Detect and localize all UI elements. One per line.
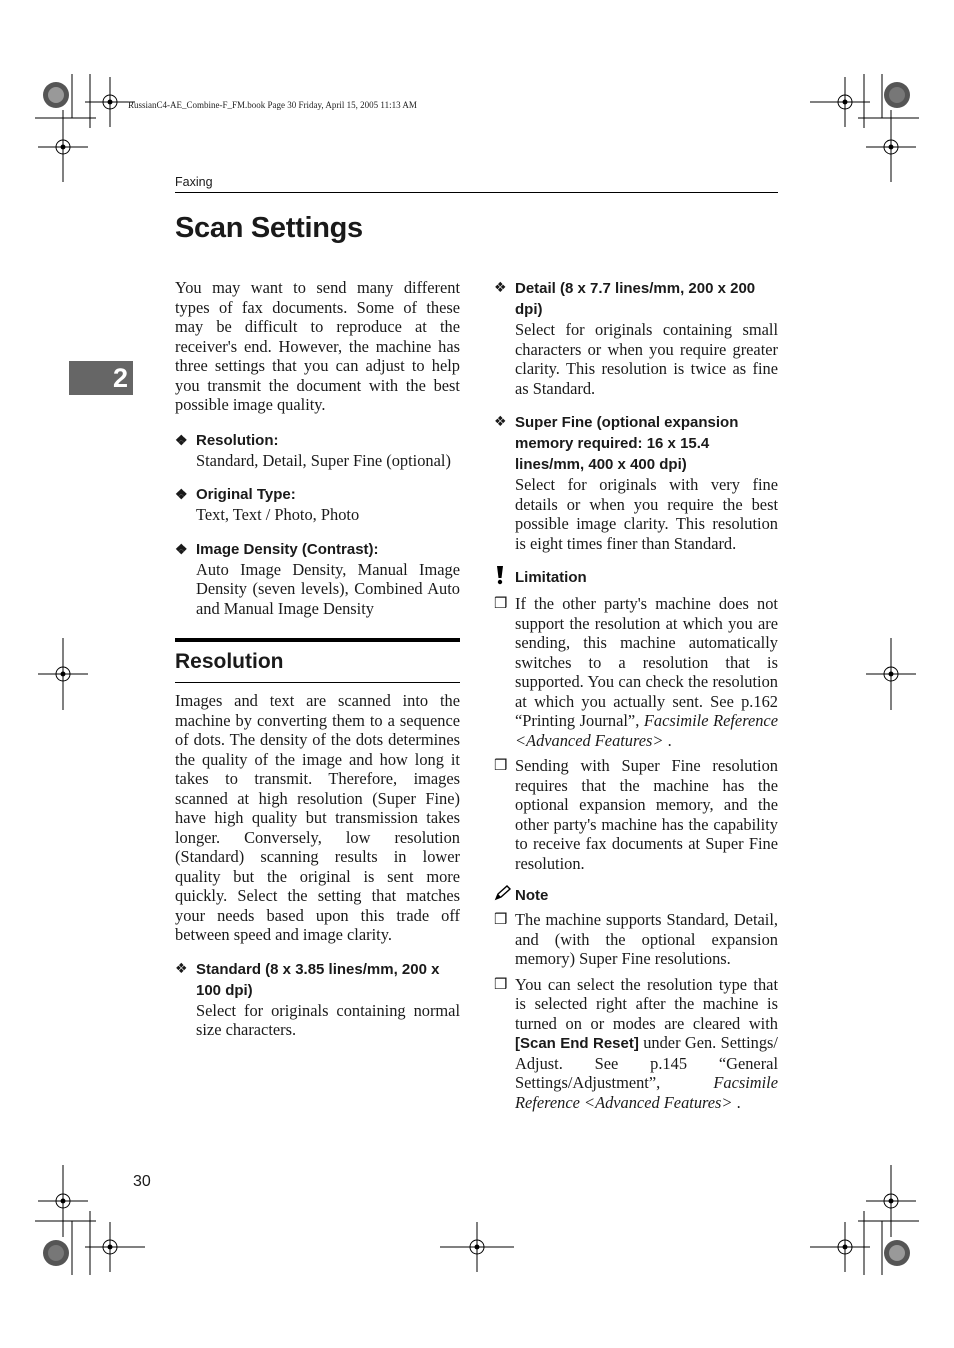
checkbox-icon: ❒: [494, 974, 508, 993]
superfine-text: Select for originals with very fine details or when you require the best possible image clarity. This resolution is eight times finer than Standard.: [515, 475, 778, 553]
resolution-paragraph: Images and text are scanned into the machine by converting them to a sequence of dots. The density of the dots determines the quality of the image and how long it takes to transmit. Therefore, images scanned at high resolution (Super Fine) have high quality but transmission takes longer. Conversely, low resolution (Standard) scanning results in lower quality but the original is sent more quickly. Select the setting that matches your needs based upon this trade off between speed and image clarity.: [175, 691, 460, 944]
page-number: 30: [133, 1173, 151, 1190]
pencil-icon: [494, 885, 515, 906]
note-label: [494, 885, 778, 906]
setting-head: Image Density (Contrast):: [196, 540, 379, 558]
diamond-icon: ❖: [494, 414, 507, 430]
left-column: [175, 278, 460, 1040]
running-header: Faxing: [175, 175, 213, 189]
checkbox-icon: ❒: [494, 910, 508, 928]
standard-head: Standard (8 x 3.85 lines/mm, 200 x 100 dpi): [196, 960, 440, 999]
setting-text: Text, Text / Photo, Photo: [196, 505, 360, 524]
standard-text: Select for originals containing normal size characters.: [196, 1000, 460, 1039]
standard-item: [175, 959, 460, 1040]
note-item-text: You can select the resolution type that is selected right after the machine is turned on or modes are cleared with [Scan End Reset] under Gen. Settings/ Adjust. See p.145 “General Settings/Adjustment”, Facsimile Reference <Advanced Features> .: [515, 974, 778, 1112]
checkbox-icon: ❒: [494, 594, 508, 612]
note-item-text: The machine supports Standard, Detail, and (with the optional expansion memory) Super Fine resolutions.: [515, 910, 778, 968]
page-title: Scan Settings: [175, 212, 363, 244]
setting-text: Auto Image Density, Manual Image Density (seven levels), Combined Auto and Manual Image Density: [196, 559, 460, 618]
chapter-tab: 2: [69, 361, 133, 395]
checkbox-icon: ❒: [494, 756, 508, 774]
intro-paragraph: You may want to send many different types of fax documents. Some of these may be difficult to reproduce at the receiver's end. However, the machine has three settings that you can adjust to help you transmit the document with the best possible image quality.: [175, 278, 460, 414]
diamond-icon: ❖: [175, 486, 188, 502]
detail-head: Detail (8 x 7.7 lines/mm, 200 x 200 dpi): [515, 280, 756, 318]
header-rule: [175, 192, 778, 193]
setting-item: [175, 484, 460, 525]
note-item: [494, 975, 778, 1113]
detail-item: [494, 278, 778, 398]
setting-head: Resolution:: [196, 431, 279, 449]
limitation-icon: [494, 565, 515, 590]
limitation-text: Limitation: [515, 569, 587, 586]
reference-link: Facsimile Reference <Advanced Features>: [515, 711, 778, 750]
section-rule-top: [175, 638, 460, 642]
print-file-info: RussianC4-AE_Combine-F_FM.book Page 30 Friday, April 15, 2005 11:13 AM: [128, 100, 417, 110]
limitation-label: [494, 565, 778, 590]
limitation-item-text: If the other party's machine does not support the resolution at which you are sending, this machine automatically switches to a resolution that is supported. You can check the resolution at which you actually sent. See p.162 “Printing Journal”, Facsimile Reference <Advanced Features> .: [515, 594, 778, 750]
diamond-icon: ❖: [175, 431, 188, 448]
limitation-item-text: Sending with Super Fine resolution requires that the machine has the optional expansion memory, and the other party's machine has the capability to receive fax documents at Super Fine resolution.: [515, 756, 778, 873]
setting-item: [175, 430, 460, 471]
note-item: [494, 910, 778, 969]
limitation-item: [494, 594, 778, 750]
diamond-icon: ❖: [494, 280, 507, 296]
note-text: Note: [515, 887, 549, 904]
setting-text: Standard, Detail, Super Fine (optional): [196, 450, 451, 470]
superfine-head: Super Fine (optional expansion memory required: 16 x 15.4 lines/mm, 400 x 400 dpi): [515, 414, 739, 473]
diamond-icon: ❖: [175, 960, 188, 977]
scan-end-reset-key: [Scan End Reset]: [515, 1035, 639, 1052]
setting-item: [175, 539, 460, 619]
limitation-item: [494, 756, 778, 873]
reference-link: Facsimile Reference <Advanced Features>: [515, 1073, 778, 1112]
diamond-icon: ❖: [175, 540, 188, 557]
resolution-heading: Resolution: [175, 650, 284, 673]
superfine-item: [494, 412, 778, 553]
setting-head: Original Type:: [196, 486, 296, 503]
right-column: [494, 278, 778, 1112]
detail-text: Select for originals containing small characters or when you require greater clarity. This resolution is twice as fine as Standard.: [515, 320, 778, 398]
